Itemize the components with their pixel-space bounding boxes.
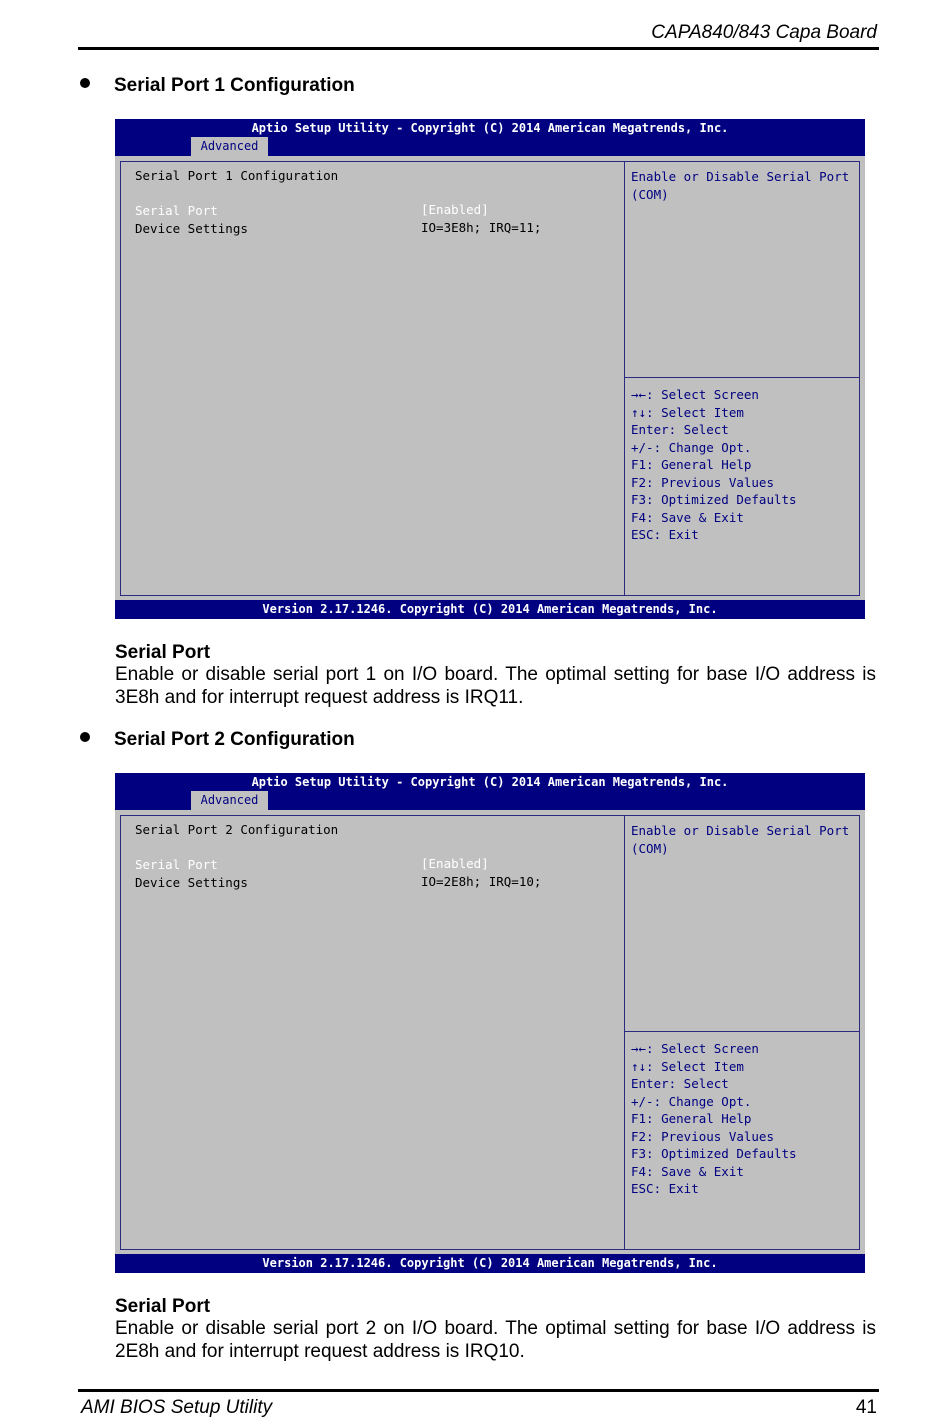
- footer-title: AMI BIOS Setup Utility: [81, 1397, 273, 1418]
- key-hint: F3: Optimized Defaults: [631, 492, 797, 507]
- serial-port-value[interactable]: [Enabled]: [421, 856, 489, 871]
- bios-utility-title: Aptio Setup Utility - Copyright (C) 2014 American Megatrends, Inc.: [251, 121, 729, 135]
- section-heading: [80, 729, 355, 751]
- key-hint: F2: Previous Values: [631, 474, 774, 490]
- bios-menu-heading: Serial Port 2 Configuration: [135, 822, 339, 837]
- page-header-title: CAPA840/843 Capa Board: [651, 22, 877, 43]
- key-hint: F4: Save & Exit: [631, 509, 744, 525]
- key-hint: Enter: Select: [631, 422, 729, 437]
- description-title: Serial Port: [115, 642, 211, 663]
- bullet-icon: [80, 732, 90, 742]
- key-hint: ESC: Exit: [631, 527, 699, 542]
- key-hint: ESC: Exit: [631, 1181, 699, 1196]
- bios-divider-horizontal: [625, 1031, 860, 1032]
- key-hint: F1: General Help: [631, 457, 752, 472]
- section-heading: [80, 75, 355, 97]
- key-hint: +/-: Change Opt.: [631, 439, 752, 455]
- bios-divider-vertical: [624, 161, 625, 596]
- key-hint: ↑↓: Select Item: [631, 1058, 744, 1074]
- bios-version-bar: Version 2.17.1246. Copyright (C) 2014 American Megatrends, Inc.: [115, 1254, 865, 1273]
- description-text: Enable or disable serial port 1 on I/O board. The optimal setting for base I/O address is 3E8h and for interrupt request address is IRQ11.: [115, 664, 876, 708]
- bios-help-text: Enable or Disable Serial Port (COM): [631, 169, 850, 202]
- key-hint: F4: Save & Exit: [631, 1163, 744, 1179]
- section-heading-text: Serial Port 1 Configuration: [114, 75, 355, 96]
- footer-rule: [78, 1389, 879, 1392]
- description-title: Serial Port: [115, 1296, 211, 1317]
- bios-divider-vertical: [624, 815, 625, 1250]
- device-settings-value: IO=2E8h; IRQ=10;: [421, 874, 542, 889]
- key-hint: ↑↓: Select Item: [631, 404, 744, 420]
- menu-item-device-settings[interactable]: Device Settings: [135, 875, 248, 890]
- key-hint: →←: Select Screen: [631, 1041, 759, 1056]
- key-hint: +/-: Change Opt.: [631, 1093, 752, 1109]
- bios-utility-title: Aptio Setup Utility - Copyright (C) 2014 American Megatrends, Inc.: [251, 775, 729, 789]
- bios-divider-horizontal: [625, 377, 860, 378]
- key-hint: Enter: Select: [631, 1076, 729, 1091]
- header-rule: [78, 47, 879, 50]
- key-hint: F3: Optimized Defaults: [631, 1146, 797, 1161]
- menu-item-serial-port[interactable]: Serial Port: [135, 203, 218, 218]
- bios-screenshot: [115, 119, 865, 619]
- section-heading-text: Serial Port 2 Configuration: [114, 729, 355, 750]
- tab-advanced[interactable]: Advanced: [191, 791, 268, 810]
- bios-menu-heading: Serial Port 1 Configuration: [135, 168, 339, 183]
- key-hint: →←: Select Screen: [631, 387, 759, 402]
- bios-help-text: Enable or Disable Serial Port (COM): [631, 823, 850, 856]
- menu-item-serial-port[interactable]: Serial Port: [135, 857, 218, 872]
- description-text: Enable or disable serial port 2 on I/O board. The optimal setting for base I/O address is 2E8h and for interrupt request address is IRQ10.: [115, 1318, 876, 1362]
- bios-screenshot: [115, 773, 865, 1273]
- device-settings-value: IO=3E8h; IRQ=11;: [421, 220, 542, 235]
- bullet-icon: [80, 78, 90, 88]
- tab-advanced[interactable]: Advanced: [191, 137, 268, 156]
- key-hint: F1: General Help: [631, 1111, 752, 1126]
- bios-version-bar: Version 2.17.1246. Copyright (C) 2014 American Megatrends, Inc.: [115, 600, 865, 619]
- key-hint: F2: Previous Values: [631, 1128, 774, 1144]
- serial-port-value[interactable]: [Enabled]: [421, 202, 489, 217]
- bios-key-legend: [631, 386, 797, 544]
- bios-key-legend: [631, 1040, 797, 1198]
- menu-item-device-settings[interactable]: Device Settings: [135, 221, 248, 236]
- page-number: 41: [855, 1397, 877, 1418]
